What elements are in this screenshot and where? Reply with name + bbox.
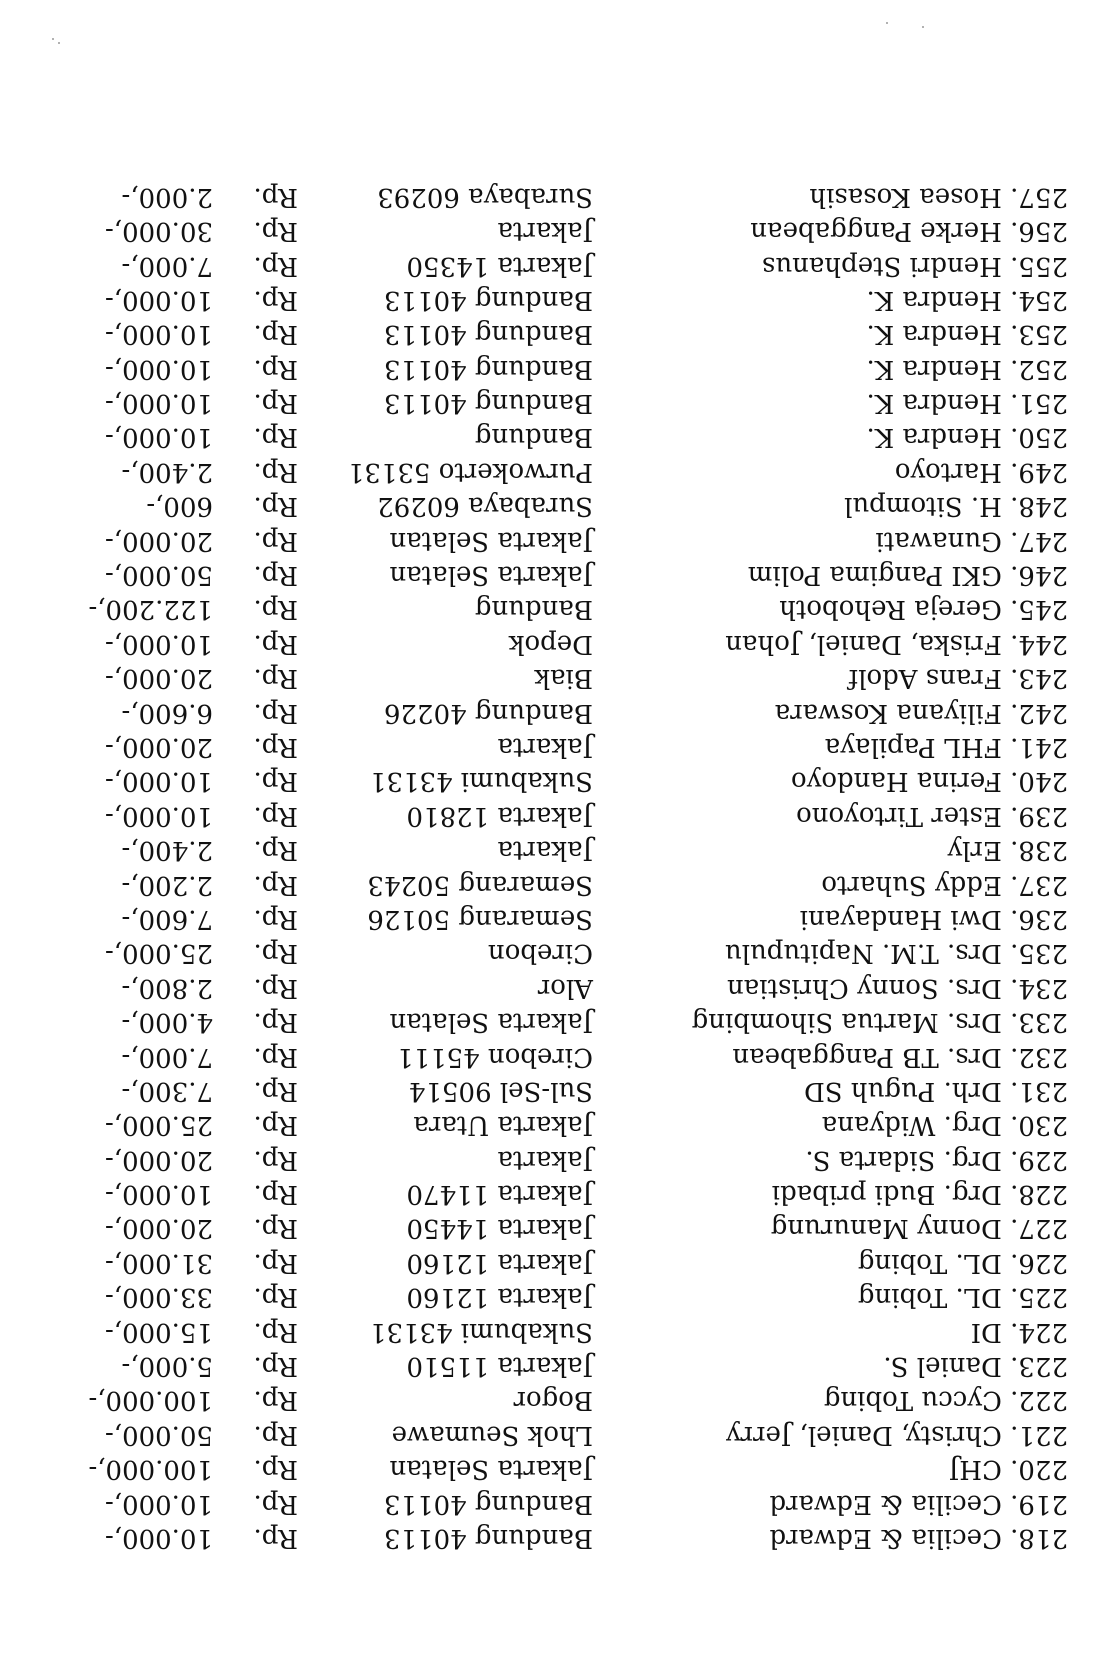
donation-amount: 15.000,-: [104, 1316, 213, 1347]
currency-label: Rp.: [253, 1351, 298, 1382]
currency-label: Rp.: [253, 1075, 298, 1106]
donation-amount: 6.600,-: [121, 697, 213, 728]
donor-name: 255. Hendri Stephanus: [762, 250, 1068, 281]
currency-label: Rp.: [253, 560, 298, 591]
donation-amount: 7.600,-: [121, 903, 213, 934]
donor-city: Bandung 40113: [383, 319, 593, 350]
donor-name: 236. Dwi Handayani: [799, 903, 1068, 934]
donor-row: [68, 1039, 1068, 1073]
donor-city: Jakarta 11510: [406, 1351, 593, 1382]
currency-label: Rp.: [253, 388, 298, 419]
currency-label: Rp.: [253, 1247, 298, 1278]
donation-amount: 2.400,-: [121, 835, 213, 866]
donor-name: 231. Drh. Puguh SD: [804, 1075, 1068, 1106]
donor-city: Jakarta Utara: [413, 1110, 593, 1141]
donor-name: 222. Cyccu Tobing: [823, 1385, 1068, 1416]
donor-name: 229. Drg. Sidarta S.: [805, 1144, 1068, 1175]
donor-row: [68, 1521, 1068, 1555]
donation-amount: 10.000,-: [104, 319, 213, 350]
donor-city: Cirebon: [487, 938, 593, 969]
donor-row: [68, 592, 1068, 626]
currency-label: Rp.: [253, 628, 298, 659]
donation-amount: 31.000,-: [104, 1247, 213, 1278]
donor-row: [68, 1074, 1068, 1108]
donor-row: [68, 317, 1068, 351]
donor-row: [68, 661, 1068, 695]
donor-row: [68, 1005, 1068, 1039]
donor-row: [68, 558, 1068, 592]
donor-row: [68, 1314, 1068, 1348]
donor-row: [68, 902, 1068, 936]
currency-label: Rp.: [253, 181, 298, 212]
donation-amount: 100.000,-: [88, 1385, 213, 1416]
donor-city: Bandung 40113: [383, 284, 593, 315]
donation-amount: 20.000,-: [104, 525, 213, 556]
donor-city: Jakarta Selatan: [389, 525, 593, 556]
currency-label: Rp.: [253, 697, 298, 728]
currency-label: Rp.: [253, 938, 298, 969]
donor-row: [68, 1142, 1068, 1176]
donor-name: 244. Friska, Daniel, Johan: [725, 628, 1068, 659]
donor-city: Jakarta Selatan: [389, 1454, 593, 1485]
donor-row: [68, 420, 1068, 454]
donation-amount: 10.000,-: [104, 800, 213, 831]
donor-city: Semarang 50243: [367, 869, 593, 900]
donation-amount: 2.200,-: [121, 869, 213, 900]
donation-amount: 20.000,-: [104, 1144, 213, 1175]
currency-label: Rp.: [253, 1454, 298, 1485]
donor-city: Sul-Sel 90514: [408, 1075, 593, 1106]
donor-city: Jakarta 12160: [406, 1247, 593, 1278]
donor-name: 234. Drs. Sonny Christian: [727, 972, 1068, 1003]
donor-city: Jakarta 12160: [406, 1282, 593, 1313]
donor-row: [68, 1417, 1068, 1451]
donor-city: Jakarta 14450: [406, 1213, 593, 1244]
donor-name: 254. Hendra K.: [866, 284, 1068, 315]
donor-city: Bandung 40113: [383, 353, 593, 384]
donor-name: 243. Frans Adolf: [848, 663, 1068, 694]
donation-amount: 10.000,-: [104, 1523, 213, 1553]
donor-row: [68, 1177, 1068, 1211]
donation-amount: 10.000,-: [104, 422, 213, 453]
currency-label: Rp.: [253, 353, 298, 384]
donor-city: Jakarta 12810: [406, 800, 593, 831]
donation-amount: 10.000,-: [104, 284, 213, 315]
donation-amount: 30.000,-: [104, 216, 213, 247]
donation-amount: 122.200,-: [88, 594, 213, 625]
currency-label: Rp.: [253, 972, 298, 1003]
currency-label: Rp.: [253, 766, 298, 797]
donor-name: 232. Drs. TB Panggabean: [732, 1041, 1068, 1072]
donor-name: 228. Drg. Budi pribadi: [771, 1179, 1068, 1210]
donation-amount: 50.000,-: [104, 1419, 213, 1450]
currency-label: Rp.: [253, 594, 298, 625]
donation-amount: 4.000,-: [121, 1007, 213, 1038]
donor-name: 219. Cecilia & Edward: [769, 1488, 1068, 1519]
currency-label: Rp.: [253, 1488, 298, 1519]
donation-amount: 2.000,-: [121, 181, 213, 212]
donor-row: [68, 1108, 1068, 1142]
currency-label: Rp.: [253, 216, 298, 247]
donation-amount: 10.000,-: [104, 1488, 213, 1519]
donor-row: [68, 1280, 1068, 1314]
donor-row: [68, 283, 1068, 317]
donor-city: Lhok Seumawe: [391, 1419, 593, 1450]
currency-label: Rp.: [253, 319, 298, 350]
donor-row: [68, 764, 1068, 798]
donor-row: [68, 1211, 1068, 1245]
donor-row: [68, 214, 1068, 248]
scan-speck: [58, 42, 60, 44]
donation-amount: 10.000,-: [104, 388, 213, 419]
donor-city: Sukabumi 43131: [369, 766, 593, 797]
donation-amount: 25.000,-: [104, 938, 213, 969]
currency-label: Rp.: [253, 1179, 298, 1210]
donor-row: [68, 1349, 1068, 1383]
donor-row: [68, 936, 1068, 970]
donor-city: Jakarta Selatan: [389, 560, 593, 591]
donor-name: 226. DL. Tobing: [857, 1247, 1068, 1278]
donor-name: 235. Drs. T.M. Napitupulu: [724, 938, 1068, 969]
donor-city: Cirebon 45111: [396, 1041, 593, 1072]
donation-amount: 7.000,-: [121, 1041, 213, 1072]
donor-row: [68, 1383, 1068, 1417]
donor-name: 250. Hendra K.: [866, 422, 1068, 453]
donor-name: 249. Hartoyo: [894, 456, 1068, 487]
currency-label: Rp.: [253, 1041, 298, 1072]
donor-row: [68, 248, 1068, 282]
currency-label: Rp.: [253, 456, 298, 487]
donor-city: Bogor: [513, 1385, 593, 1416]
donor-city: Depok: [508, 628, 593, 659]
donor-city: Semarang 50126: [367, 903, 593, 934]
currency-label: Rp.: [253, 1007, 298, 1038]
donor-city: Surabaya 60293: [377, 181, 593, 212]
currency-label: Rp.: [253, 1144, 298, 1175]
donor-name: 221. Christy, Daniel, Jerry: [725, 1419, 1068, 1450]
donor-name: 246. GKI Pangima Polim: [747, 560, 1068, 591]
donor-name: 237. Eddy Suharto: [821, 869, 1068, 900]
donor-city: Jakarta: [497, 732, 593, 763]
donor-city: Jakarta: [497, 835, 593, 866]
donor-city: Bandung 40113: [383, 1523, 593, 1553]
donor-row: [68, 386, 1068, 420]
currency-label: Rp.: [253, 1282, 298, 1313]
currency-label: Rp.: [253, 1213, 298, 1244]
donor-name: 252. Hendra K.: [866, 353, 1068, 384]
currency-label: Rp.: [253, 491, 298, 522]
donor-name: 224. DI: [970, 1316, 1068, 1347]
currency-label: Rp.: [253, 1419, 298, 1450]
donor-city: Bandung: [474, 422, 593, 453]
donation-amount: 10.000,-: [104, 628, 213, 659]
currency-label: Rp.: [253, 1110, 298, 1141]
donor-row: [68, 867, 1068, 901]
donor-name: 251. Hendra K.: [866, 388, 1068, 419]
donor-city: Jakarta 14350: [406, 250, 593, 281]
donor-name: 233. Drs. Martua Sihombing: [691, 1007, 1068, 1038]
donation-amount: 7.000,-: [121, 250, 213, 281]
donor-row: [68, 1486, 1068, 1520]
donor-city: Jakarta: [497, 1144, 593, 1175]
donation-amount: 20.000,-: [104, 1213, 213, 1244]
currency-label: Rp.: [253, 525, 298, 556]
donation-amount: 5.000,-: [121, 1351, 213, 1382]
donation-amount: 50.000,-: [104, 560, 213, 591]
currency-label: Rp.: [253, 1385, 298, 1416]
donor-name: 230. Drg. Widyana: [821, 1110, 1068, 1141]
donation-amount: 20.000,-: [104, 732, 213, 763]
donor-row: [68, 730, 1068, 764]
donor-name: 218. Cecilia & Edward: [769, 1523, 1068, 1553]
currency-label: Rp.: [253, 422, 298, 453]
donor-row: [68, 970, 1068, 1004]
currency-label: Rp.: [253, 284, 298, 315]
donation-amount: 10.000,-: [104, 1179, 213, 1210]
donor-list: [68, 179, 1068, 1555]
donor-name: 253. Hendra K.: [866, 319, 1068, 350]
donor-name: 240. Ferina Handoyo: [791, 766, 1068, 797]
donor-name: 220. CHJ: [948, 1454, 1068, 1485]
currency-label: Rp.: [253, 835, 298, 866]
donation-amount: 100.000,-: [88, 1454, 213, 1485]
donor-row: [68, 695, 1068, 729]
donor-city: Alor: [537, 972, 593, 1003]
donor-city: Purwokerto 53131: [347, 456, 593, 487]
currency-label: Rp.: [253, 800, 298, 831]
donor-name: 238. Erly: [947, 835, 1068, 866]
donor-name: 225. DL. Tobing: [857, 1282, 1068, 1313]
scan-speck: [52, 38, 54, 40]
currency-label: Rp.: [253, 732, 298, 763]
donor-city: Jakarta: [497, 216, 593, 247]
currency-label: Rp.: [253, 1523, 298, 1553]
donor-row: [68, 798, 1068, 832]
donor-name: 245. Gereja Rehoboth: [779, 594, 1068, 625]
currency-label: Rp.: [253, 869, 298, 900]
currency-label: Rp.: [253, 250, 298, 281]
donation-amount: 600,-: [146, 491, 213, 522]
currency-label: Rp.: [253, 1316, 298, 1347]
donor-name: 257. Hosea Kosasih: [809, 181, 1068, 212]
donor-row: [68, 351, 1068, 385]
donor-city: Bandung: [474, 594, 593, 625]
donor-name: 223. Daniel S.: [883, 1351, 1068, 1382]
donor-name: 239. Ester Tirtoyono: [796, 800, 1068, 831]
donation-amount: 10.000,-: [104, 353, 213, 384]
donor-city: Sukabumi 43131: [369, 1316, 593, 1347]
currency-label: Rp.: [253, 663, 298, 694]
donor-city: Jakarta Selatan: [389, 1007, 593, 1038]
donor-row: [68, 626, 1068, 660]
donor-row: [68, 1452, 1068, 1486]
donor-name: 248. H. Sitompul: [844, 491, 1068, 522]
donor-name: 256. Herke Panggabean: [750, 216, 1068, 247]
scan-speck: [886, 22, 888, 24]
donation-amount: 2.800,-: [121, 972, 213, 1003]
donor-row: [68, 833, 1068, 867]
donation-amount: 2.400,-: [121, 456, 213, 487]
donor-name: 227. Donny Manurung: [770, 1213, 1068, 1244]
donor-city: Jakarta 11470: [406, 1179, 593, 1210]
currency-label: Rp.: [253, 903, 298, 934]
donor-city: Biak: [534, 663, 593, 694]
donor-city: Bandung 40226: [383, 697, 593, 728]
donor-row: [68, 489, 1068, 523]
donation-amount: 10.000,-: [104, 766, 213, 797]
donation-amount: 20.000,-: [104, 663, 213, 694]
donation-amount: 7.300,-: [121, 1075, 213, 1106]
donor-row: [68, 523, 1068, 557]
donation-amount: 25.000,-: [104, 1110, 213, 1141]
donor-name: 241. FHL Papilaya: [824, 732, 1068, 763]
donor-name: 247. Gunawati: [875, 525, 1068, 556]
donor-row: [68, 455, 1068, 489]
donor-city: Surabaya 60292: [377, 491, 593, 522]
donor-city: Bandung 40113: [383, 1488, 593, 1519]
scan-speck: [922, 26, 924, 28]
donor-row: [68, 1245, 1068, 1279]
donor-city: Bandung 40113: [383, 388, 593, 419]
donor-row: [68, 179, 1068, 213]
donation-amount: 33.000,-: [104, 1282, 213, 1313]
donor-name: 242. Filiyana Koswara: [774, 697, 1068, 728]
